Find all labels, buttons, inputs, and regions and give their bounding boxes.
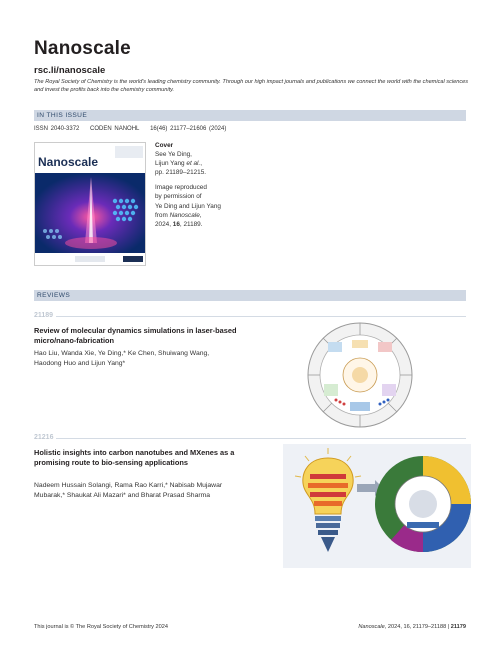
toc-bulb-diagram xyxy=(283,444,471,568)
cover-label: Cover xyxy=(155,142,174,149)
cover-credit-4 xyxy=(155,211,221,220)
cover-pages[interactable]: pp. 21189–21215. xyxy=(155,169,207,177)
cover-credit-2: by permission of xyxy=(155,193,202,201)
article-divider xyxy=(56,438,466,439)
footer-details: , 2024, 16, 21179–21188 xyxy=(384,624,447,630)
cover-year: 2024, xyxy=(155,220,173,228)
article-divider xyxy=(56,316,466,317)
cover-credit-1: Image reproduced xyxy=(155,184,207,192)
toc-wheel-diagram xyxy=(300,320,420,430)
cover-from: from xyxy=(155,211,170,219)
article-title[interactable]: Review of molecular dynamics simulations in laser-based micro/nano-fabrication xyxy=(34,326,237,345)
cover-et-al: et al. xyxy=(186,160,201,168)
reviews-heading: REVIEWS xyxy=(34,290,466,301)
issn: ISSN 2040-3372 xyxy=(34,126,80,132)
cover-author-name: Lijun Yang xyxy=(155,160,187,168)
page-number: 21179 xyxy=(450,624,466,630)
in-this-issue-heading: IN THIS ISSUE xyxy=(34,110,466,121)
issn-line xyxy=(34,126,226,132)
article-page-number: 21189 xyxy=(34,312,54,319)
cover-caption xyxy=(155,141,221,229)
footer-copyright: This journal is © The Royal Society of Chemistry 2024 xyxy=(34,624,168,630)
article-authors: Nadeem Hussain Solangi, Rama Rao Karri,* Nabisab Mujawar Mubarak,* Shaukat Ali Mazari* and Bharat Prasad Sharma xyxy=(34,482,223,499)
coden: CODEN NANOHL xyxy=(90,126,140,132)
article-authors: Hao Liu, Wanda Xie, Ye Ding,* Ke Chen, Shuiwang Wang, Haodong Huo and Lijun Yang* xyxy=(34,350,210,367)
article-title[interactable]: Holistic insights into carbon nanotubes and MXenes as a promising route to bio-sensing applications xyxy=(34,448,235,467)
cover-journal: Nanoscale xyxy=(169,211,200,219)
cover-volume: 16 xyxy=(172,220,180,228)
article-graphic[interactable] xyxy=(283,444,471,568)
volume-pages: 16(46) 21177–21606 (2024) xyxy=(150,126,227,132)
cover-comma-2: , xyxy=(199,211,202,219)
journal-title: Nanoscale xyxy=(34,38,131,59)
journal-url[interactable]: rsc.li/nanoscale xyxy=(34,65,106,76)
journal-intro: The Royal Society of Chemistry is the world's leading chemistry community. Through our high impact journals and publications we connect the world with the chemical sciences and invest the profits back into the chemistry community. xyxy=(34,79,469,93)
cover-comma: , xyxy=(200,160,203,168)
article-page-number: 21216 xyxy=(34,434,54,441)
cover-page: , 21189. xyxy=(179,220,203,228)
cover-credit-3: Ye Ding and Lijun Yang xyxy=(155,202,221,210)
footer-separator: | xyxy=(446,624,451,630)
cover-image-title: Nanoscale xyxy=(38,155,99,169)
cover-credit-5 xyxy=(155,220,221,229)
footer-journal: Nanoscale xyxy=(358,624,385,630)
cover-image[interactable] xyxy=(34,142,146,266)
article-graphic[interactable] xyxy=(300,320,420,430)
cover-artwork xyxy=(35,143,146,266)
footer-citation xyxy=(358,624,466,630)
cover-authors xyxy=(155,159,221,168)
cover-see: See Ye Ding, xyxy=(155,151,192,159)
